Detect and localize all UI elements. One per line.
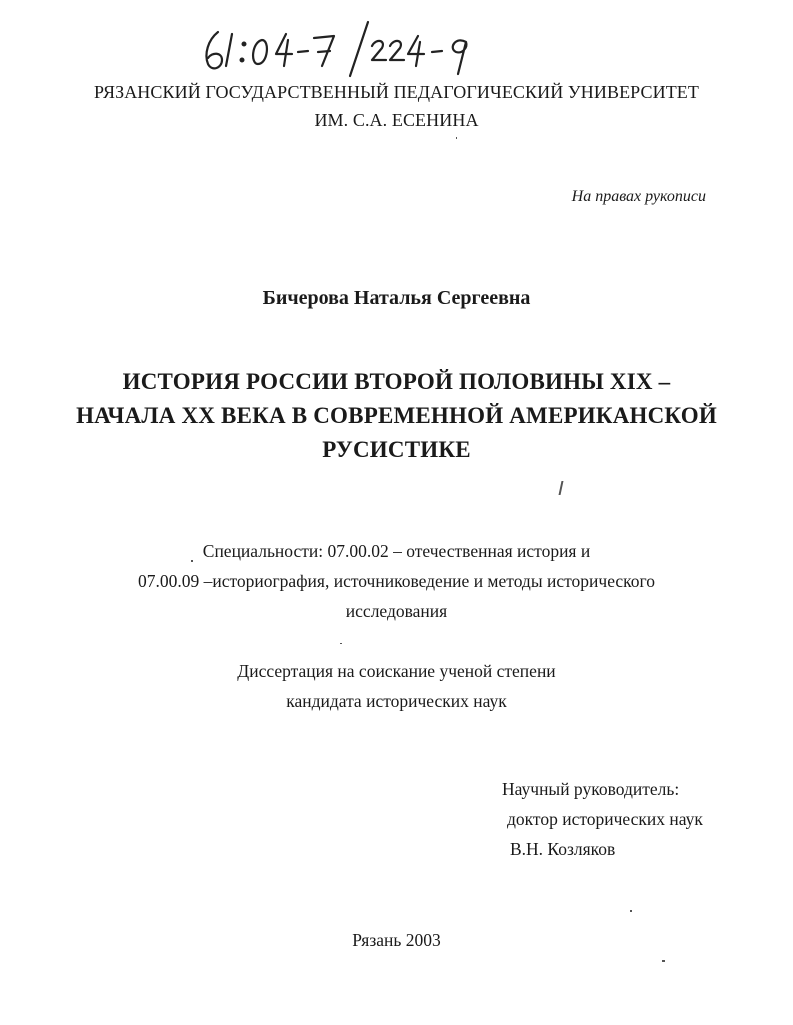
dissertation-title-line-1: ИСТОРИЯ РОССИИ ВТОРОЙ ПОЛОВИНЫ XIX – xyxy=(122,369,671,394)
specialty-line-1: Специальности: 07.00.02 – отечественная история и xyxy=(202,541,591,561)
city-and-year: Рязань 2003 xyxy=(352,930,441,950)
supervisor-degree: доктор исторических наук xyxy=(507,809,703,829)
university-name-line-2: ИМ. С.А. ЕСЕНИНА xyxy=(314,110,479,130)
degree-line-2: кандидата исторических наук xyxy=(286,691,507,711)
supervisor-label: Научный руководитель: xyxy=(502,779,680,799)
scan-speck xyxy=(630,910,632,912)
supervisor-name: В.Н. Козляков xyxy=(510,839,616,859)
author-name: Бичерова Наталья Сергеевна xyxy=(262,287,531,309)
handwritten-catalog-number xyxy=(196,18,516,78)
dissertation-title-line-2: НАЧАЛА XX ВЕКА В СОВРЕМЕННОЙ АМЕРИКАНСКОЙ xyxy=(76,403,717,428)
specialty-line-3: исследования xyxy=(345,601,448,621)
scan-speck xyxy=(340,643,342,644)
specialty-line-2: 07.00.09 –историография, источниковедение и методы исторического xyxy=(137,571,656,591)
dissertation-title-line-3: РУСИСТИКЕ xyxy=(322,437,471,462)
scan-speck xyxy=(456,137,457,139)
scan-mark xyxy=(559,481,564,495)
manuscript-rights-note: На правах рукописи xyxy=(571,188,706,205)
university-name-line-1: РЯЗАНСКИЙ ГОСУДАРСТВЕННЫЙ ПЕДАГОГИЧЕСКИЙ УНИВЕРСИТЕТ xyxy=(94,82,699,102)
scan-speck xyxy=(662,960,665,962)
degree-line-1: Диссертация на соискание ученой степени xyxy=(237,661,556,681)
scan-speck xyxy=(191,560,193,562)
